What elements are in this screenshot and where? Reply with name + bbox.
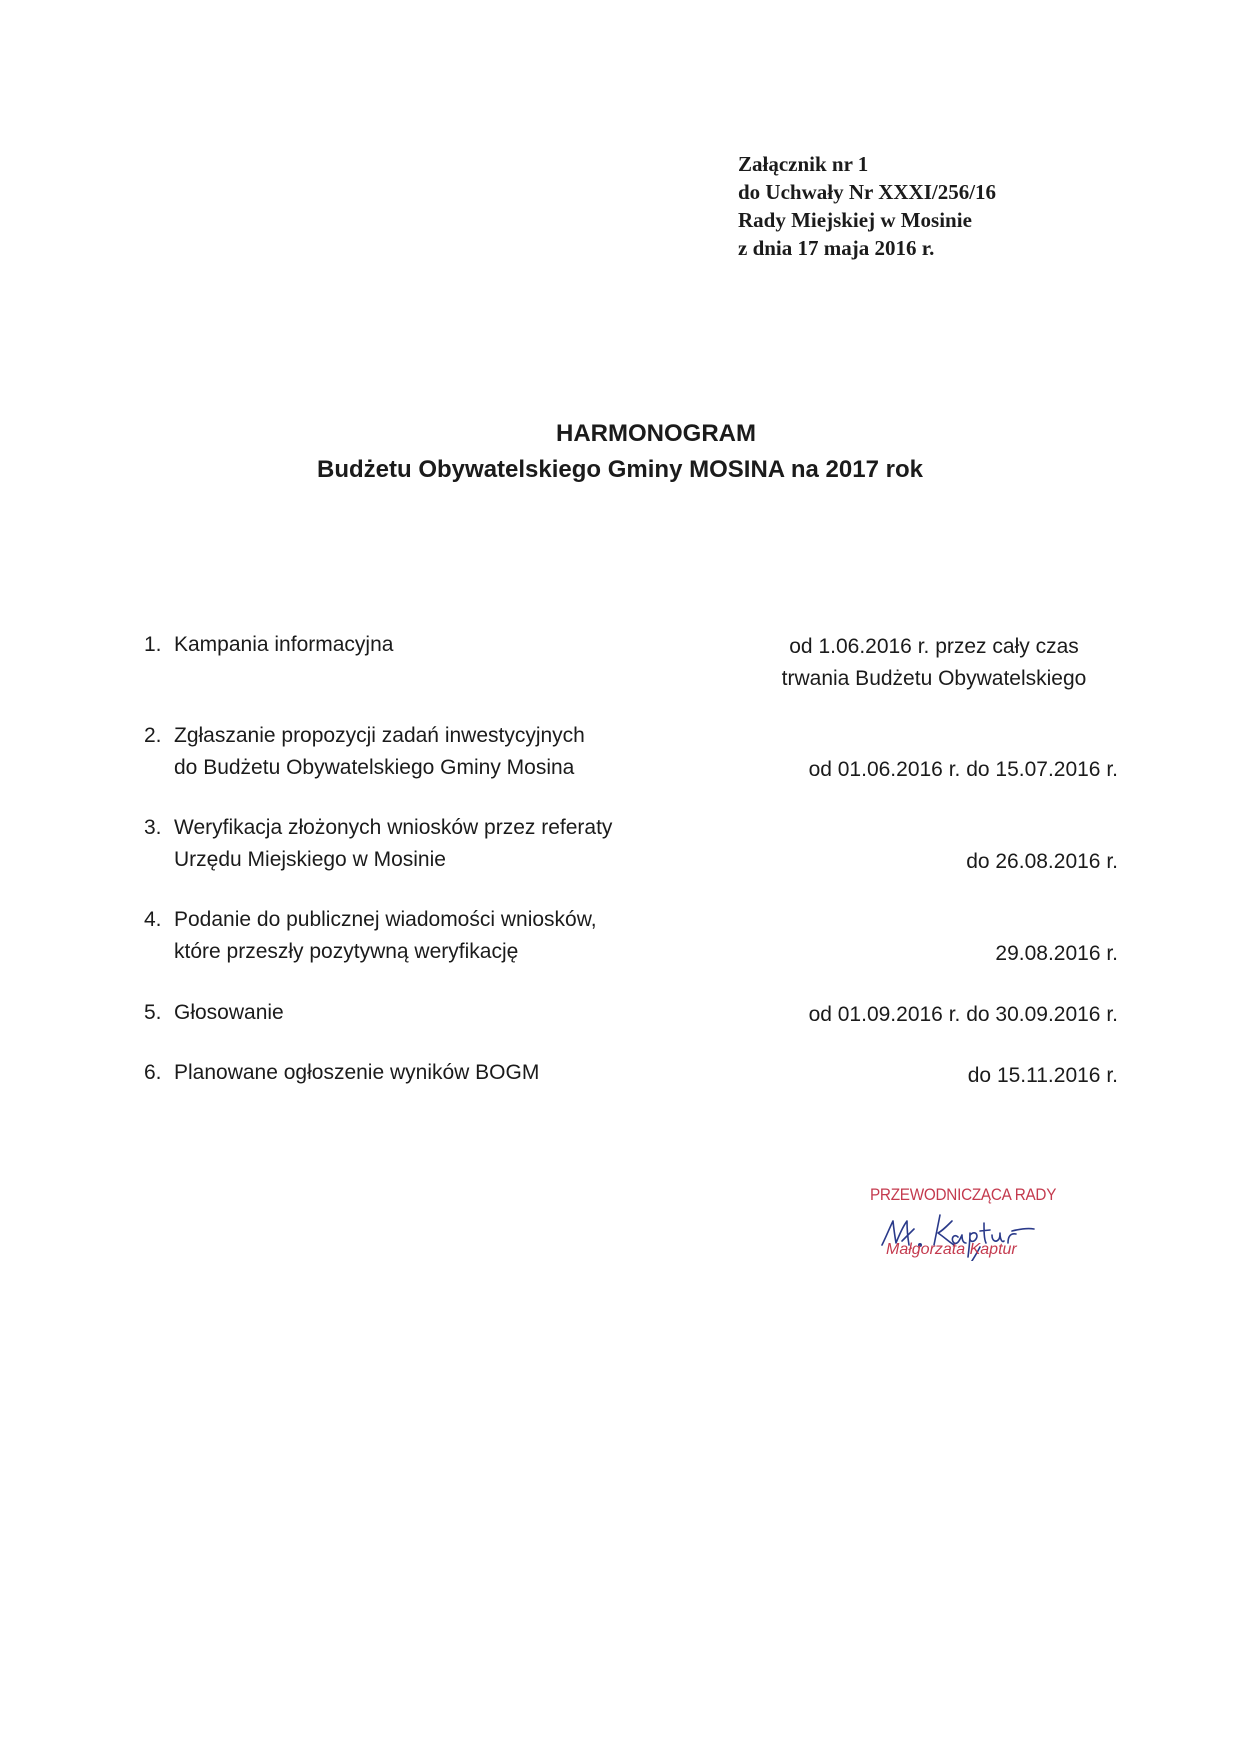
schedule-item-4-label-line-2: które przeszły pozytywną weryfikację bbox=[174, 940, 519, 963]
stamp-title: PRZEWODNICZĄCA RADY bbox=[870, 1185, 1057, 1204]
schedule-item-1-number: 1. bbox=[144, 633, 162, 656]
stamp-name: Małgorzata Kaptur bbox=[886, 1241, 1017, 1258]
schedule-item-3-label-line-2: Urzędu Miejskiego w Mosinie bbox=[174, 848, 446, 871]
schedule-item-5-label: Głosowanie bbox=[174, 1001, 284, 1024]
schedule-item-2-label-line-1: Zgłaszanie propozycji zadań inwestycyjnych bbox=[174, 724, 585, 747]
title-subtitle: Budżetu Obywatelskiego Gminy MOSINA na 2017 rok bbox=[317, 456, 923, 483]
schedule-item-6-date: do 15.11.2016 r. bbox=[967, 1064, 1118, 1087]
schedule-item-1-label: Kampania informacyjna bbox=[174, 633, 394, 656]
schedule-item-1-date-line-2: trwania Budżetu Obywatelskiego bbox=[781, 667, 1087, 690]
attachment-council: Rady Miejskiej w Mosinie bbox=[738, 208, 972, 232]
schedule-item-6-number: 6. bbox=[144, 1061, 162, 1084]
schedule-item-4-label-line-1: Podanie do publicznej wiadomości wniosków, bbox=[174, 908, 597, 931]
schedule-item-1-date-line-1: od 1.06.2016 r. przez cały czas bbox=[789, 635, 1079, 658]
schedule-item-5-date: od 01.09.2016 r. do 30.09.2016 r. bbox=[808, 1003, 1118, 1026]
schedule-item-3-date: do 26.08.2016 r. bbox=[966, 850, 1118, 873]
schedule-item-4-date: 29.08.2016 r. bbox=[995, 942, 1118, 965]
chairwoman-stamp bbox=[862, 1185, 1062, 1275]
schedule-item-2-label-line-2: do Budżetu Obywatelskiego Gminy Mosina bbox=[174, 756, 575, 779]
attachment-number: Załącznik nr 1 bbox=[738, 152, 869, 176]
schedule-item-6-label: Planowane ogłoszenie wyników BOGM bbox=[174, 1061, 540, 1084]
schedule-item-2-date: od 01.06.2016 r. do 15.07.2016 r. bbox=[808, 758, 1118, 781]
attachment-date: z dnia 17 maja 2016 r. bbox=[738, 236, 935, 260]
attachment-resolution: do Uchwały Nr XXXI/256/16 bbox=[738, 180, 997, 204]
schedule-item-4-number: 4. bbox=[144, 908, 162, 931]
schedule-item-2-number: 2. bbox=[144, 724, 162, 747]
schedule-item-3-label-line-1: Weryfikacja złożonych wniosków przez referaty bbox=[174, 816, 613, 839]
schedule-item-3-number: 3. bbox=[144, 816, 162, 839]
schedule-item-5-number: 5. bbox=[144, 1001, 162, 1024]
title-main: HARMONOGRAM bbox=[556, 420, 756, 447]
